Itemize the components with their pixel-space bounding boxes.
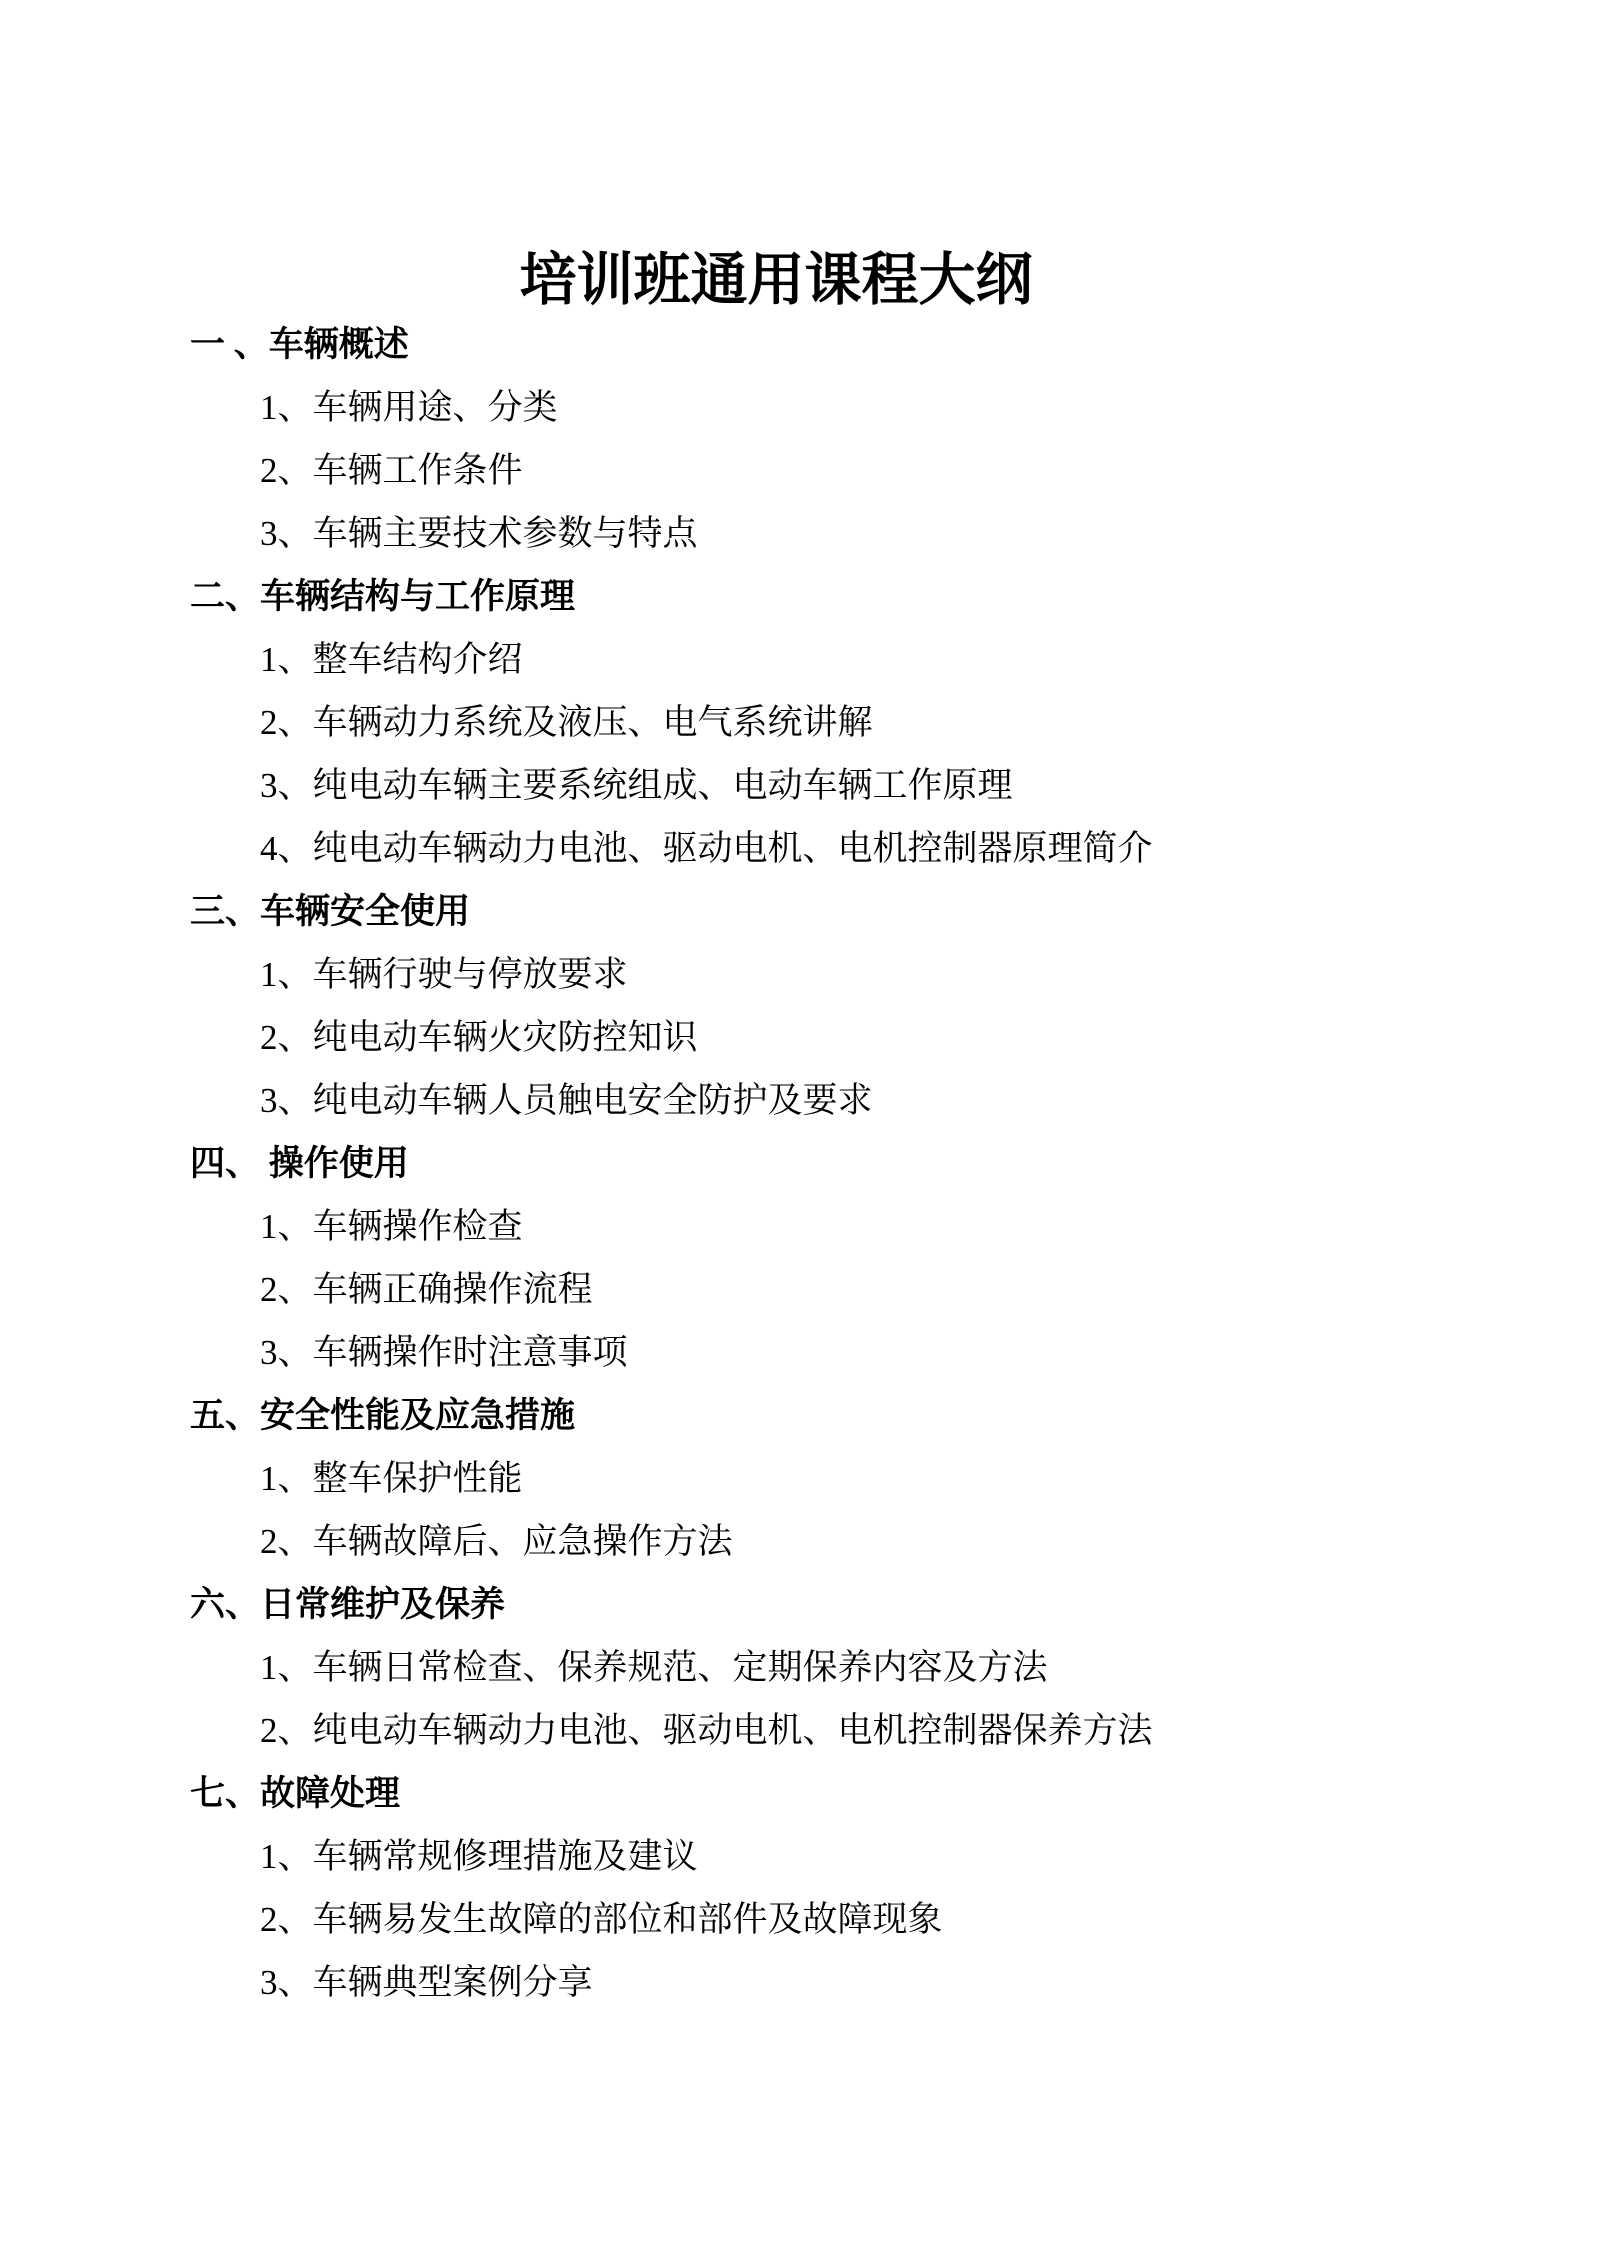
section-2-item: 1、整车结构介绍 bbox=[260, 640, 523, 679]
section-4-item: 2、车辆正确操作流程 bbox=[260, 1270, 593, 1309]
section-2-heading: 二、车辆结构与工作原理 bbox=[190, 577, 576, 616]
section-4-item: 1、车辆操作检查 bbox=[260, 1207, 523, 1246]
section-6-heading: 六、日常维护及保养 bbox=[190, 1585, 506, 1624]
section-7-item: 3、车辆典型案例分享 bbox=[260, 1963, 593, 2002]
section-6-item: 2、纯电动车辆动力电池、驱动电机、电机控制器保养方法 bbox=[260, 1711, 1153, 1750]
section-5-item: 2、车辆故障后、应急操作方法 bbox=[260, 1522, 733, 1561]
section-3-item: 3、纯电动车辆人员触电安全防护及要求 bbox=[260, 1081, 873, 1120]
section-4-item: 3、车辆操作时注意事项 bbox=[260, 1333, 628, 1372]
section-7-heading: 七、故障处理 bbox=[190, 1774, 401, 1813]
section-1-item: 3、车辆主要技术参数与特点 bbox=[260, 514, 698, 553]
section-7-item: 1、车辆常规修理措施及建议 bbox=[260, 1837, 698, 1876]
course-outline bbox=[0, 313, 1600, 2014]
section-1-heading: 一 、车辆概述 bbox=[190, 325, 409, 364]
section-1-item: 2、车辆工作条件 bbox=[260, 451, 523, 490]
section-6-item: 1、车辆日常检查、保养规范、定期保养内容及方法 bbox=[260, 1648, 1048, 1687]
section-4-heading: 四、 操作使用 bbox=[190, 1144, 409, 1183]
section-2-item: 3、纯电动车辆主要系统组成、电动车辆工作原理 bbox=[260, 766, 1013, 805]
section-7-item: 2、车辆易发生故障的部位和部件及故障现象 bbox=[260, 1900, 943, 1939]
section-2-item: 4、纯电动车辆动力电池、驱动电机、电机控制器原理简介 bbox=[260, 829, 1153, 868]
section-5-heading: 五、安全性能及应急措施 bbox=[190, 1396, 576, 1435]
section-2-item: 2、车辆动力系统及液压、电气系统讲解 bbox=[260, 703, 873, 742]
section-3-heading: 三、车辆安全使用 bbox=[190, 892, 471, 931]
document-title: 培训班通用课程大纲 bbox=[519, 249, 1033, 312]
section-3-item: 2、纯电动车辆火灾防控知识 bbox=[260, 1018, 698, 1057]
section-5-item: 1、整车保护性能 bbox=[260, 1459, 523, 1498]
section-1-item: 1、车辆用途、分类 bbox=[260, 388, 558, 427]
section-3-item: 1、车辆行驶与停放要求 bbox=[260, 955, 628, 994]
